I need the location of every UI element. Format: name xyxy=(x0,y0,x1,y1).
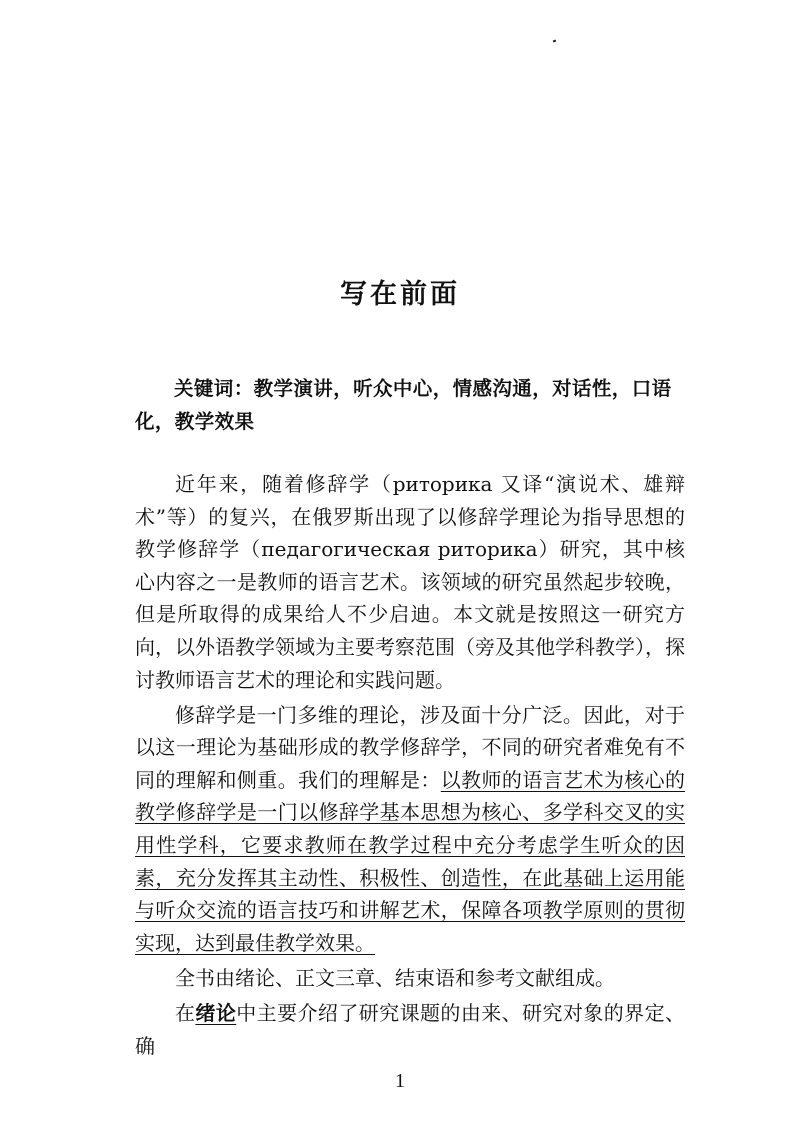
keywords-line: 关键词：教学演讲，听众中心，情感沟通，对话性，口语化，教学效果 xyxy=(135,377,672,433)
page-number: 1 xyxy=(395,1070,405,1092)
summary-lead-text: 在 xyxy=(175,1001,196,1025)
paragraph-definition xyxy=(135,699,685,960)
definition-underlined-text: 以教师的语言艺术为核心的教学修辞学是一门以修辞学基本思想为核心、多学科交叉的实用性学科，它要求教师在教学过程中充分考虑学生听众的因素，充分发挥其主动性、积极性、创造性，在此基础上运用能与听众交流的语言技巧和讲解艺术，保障各项教学原则的贯彻实现，达到最佳教学效果。 xyxy=(135,767,686,955)
paragraph-intro: 近年来，随着修辞学（риторика 又译“演说术、雄辩术”等）的复兴，在俄罗斯出现了以修辞学理论为指导思想的教学修辞学（педагогическая риторика）研究，其中核心内容之一是教师的语言艺术。该领域的研究虽然起步较晚，但是所取得的成果给人不少启迪。本文就是按照这一研究方向，以外语教学领域为主要考察范围（旁及其他学科教学），探讨教师语言艺术的理论和实践问题。 xyxy=(135,472,685,692)
definition-lead-text: 修辞学是一门多维的理论，涉及面十分广泛。因此，对于以这一理论为基础形成的教学修辞学，不同的研究者难免有不同的理解和侧重。我们的理解是： xyxy=(135,702,685,792)
page-title: 写在前面 xyxy=(340,279,460,310)
summary-rest-text: 中主要介绍了研究课题的由来、研究对象的界定、确 xyxy=(135,1001,686,1058)
paragraph-introduction-summary xyxy=(135,997,685,1062)
paragraph-structure: 全书由绪论、正文三章、结束语和参考文献组成。 xyxy=(175,965,615,990)
introduction-term: 绪论 xyxy=(195,1001,237,1025)
body-text xyxy=(135,468,685,1065)
scan-speck xyxy=(553,40,557,43)
